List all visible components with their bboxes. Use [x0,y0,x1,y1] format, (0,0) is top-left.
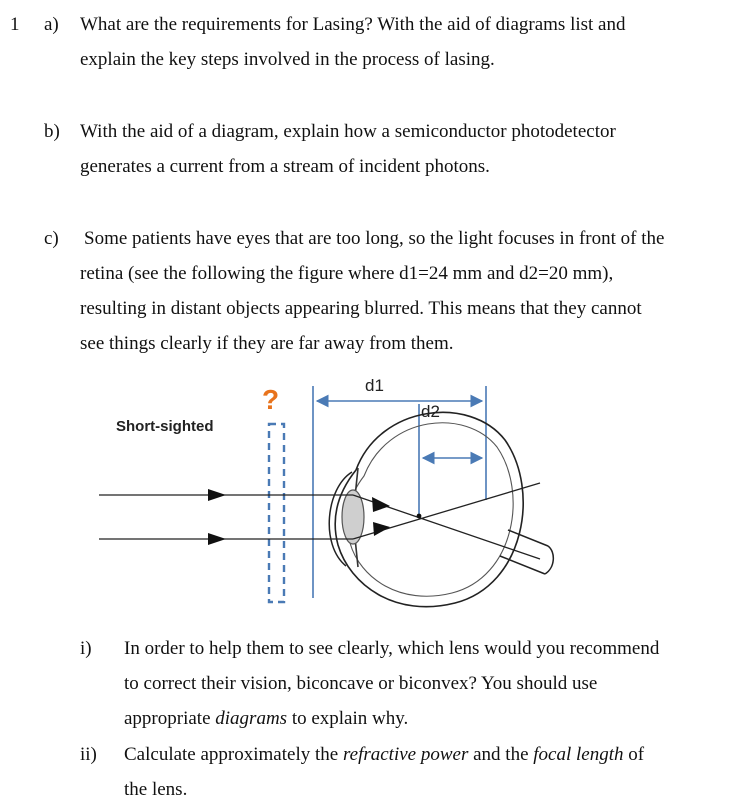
part-c-i-line-3-post: to explain why. [287,708,409,729]
part-c-line-1: Some patients have eyes that are too long, so the light focuses in front of the [84,228,665,249]
ray-upper-refracted-arrowhead [372,497,390,512]
part-c-ii-label: ii) [80,744,97,765]
short-sighted-label: Short-sighted [116,418,214,435]
part-c-i-line-2: to correct their vision, biconcave or biconvex? You should use [124,673,598,694]
d1-label: d1 [365,376,384,395]
part-b-line-1: With the aid of a diagram, explain how a semiconductor photodetector [80,121,616,142]
ray-lower-arrowhead [208,533,226,545]
part-c-ii-line-1-em1: refractive power [342,744,469,765]
part-c-line-4: see things clearly if they are far away from them. [80,333,454,354]
part-c-label: c) [44,228,59,249]
part-a-label: a) [44,14,59,35]
dashed-lens-outline [269,424,284,602]
part-c-line-3: resulting in distant objects appearing blurred. This means that they cannot [80,298,642,319]
part-c-i-line-1: In order to help them to see clearly, which lens would you recommend [124,638,660,659]
part-c-ii-line-1-mid: and the [468,744,534,765]
question-number: 1 [10,14,20,35]
part-c-ii-line-1-em2: focal length [533,744,624,765]
part-c-i-line-3 [124,707,408,731]
part-b-label: b) [44,121,60,142]
d2-label: d2 [421,402,440,421]
part-c-i-line-3-em: diagrams [215,708,288,729]
focal-point [417,514,422,519]
part-c-ii-line-1-post: of [623,744,645,765]
part-a-line-2: explain the key steps involved in the process of lasing. [80,49,495,70]
eye-retina-inner [347,423,513,596]
part-a-line-1: What are the requirements for Lasing? With the aid of diagrams list and [80,14,626,35]
part-c-line-2: retina (see the following the figure where d1=24 mm and d2=20 mm), [80,263,614,284]
part-c-i-label: i) [80,638,92,659]
ray-upper-arrowhead [208,489,226,501]
part-b-line-2: generates a current from a stream of incident photons. [80,156,490,177]
question-mark: ? [262,384,280,415]
part-c-ii-line-1-pre: Calculate approximately the [124,744,343,765]
part-c-ii-line-2: the lens. [124,779,188,800]
part-c-i-line-3-pre: appropriate [124,708,216,729]
part-c-ii-line-1 [124,743,644,767]
